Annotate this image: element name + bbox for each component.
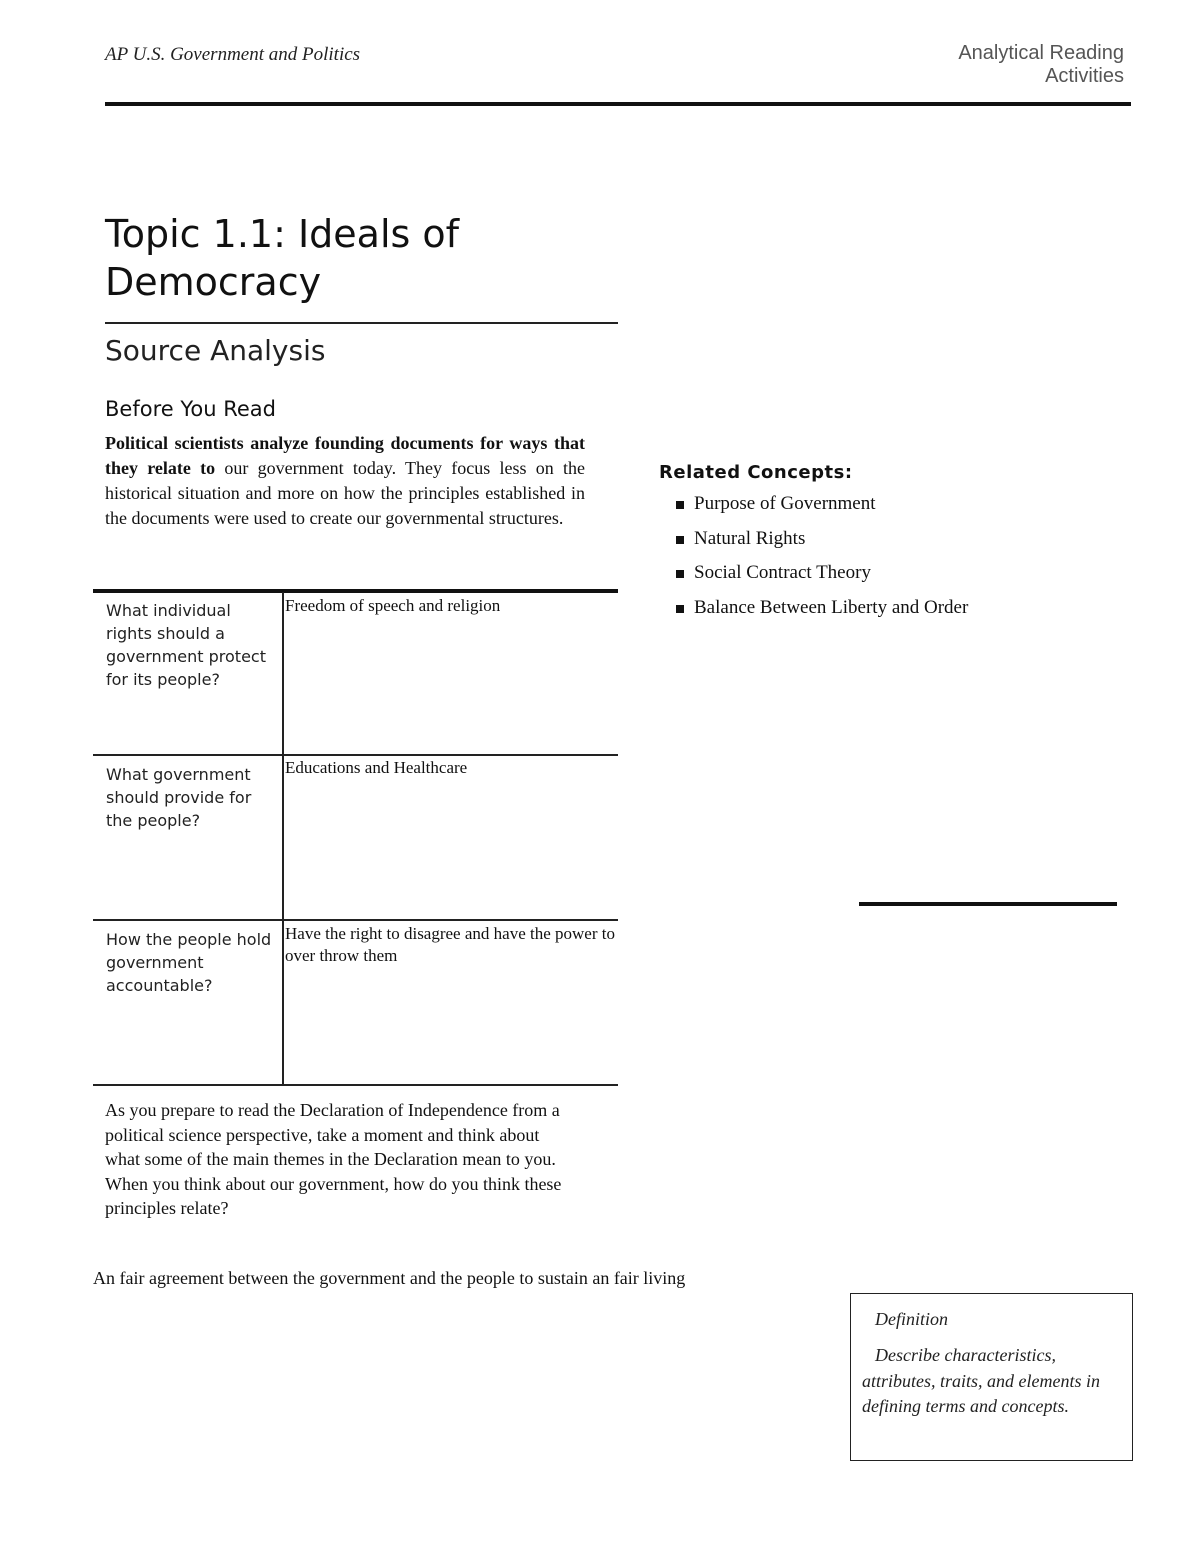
square-bullet-icon	[676, 570, 684, 578]
before-you-read-text	[105, 431, 585, 531]
related-concept-label: Purpose of Government	[694, 493, 876, 514]
square-bullet-icon	[676, 536, 684, 544]
header-divider	[105, 102, 1131, 106]
course-header: AP U.S. Government and Politics	[105, 44, 361, 65]
table-bottom-rule	[93, 1084, 618, 1086]
table-answer-3[interactable]: Have the right to disagree and have the power to over throw them	[285, 924, 615, 965]
related-concept-label: Balance Between Liberty and Order	[694, 597, 969, 619]
table-question-2: What government should provide for the people?	[106, 765, 252, 830]
table-top-rule	[93, 589, 618, 593]
page-title: Topic 1.1: Ideals of Democracy	[105, 212, 460, 304]
square-bullet-icon	[676, 501, 684, 509]
list-item	[676, 561, 968, 596]
related-concepts-list	[676, 492, 968, 631]
before-you-read-bold-lead: Political scientists analyze founding documents for ways that they relate to	[105, 433, 585, 478]
section-subtitle: Source Analysis	[105, 334, 326, 367]
before-you-read-body: our government today. They focus less on the historical situation and more on how the principles established in the documents were used to create our governmental structures.	[105, 458, 585, 528]
table-answer-1[interactable]: Freedom of speech and religion	[285, 596, 501, 615]
before-you-read-heading: Before You Read	[105, 397, 276, 421]
related-concepts-heading: Related Concepts:	[659, 462, 853, 483]
table-question-1: What individual rights should a government protect for its people?	[106, 601, 266, 689]
table-question-3: How the people hold government accountable?	[106, 930, 272, 995]
list-item	[676, 596, 968, 631]
title-divider	[105, 322, 618, 324]
table-answer-2[interactable]: Educations and Healthcare	[285, 758, 468, 777]
square-bullet-icon	[676, 605, 684, 613]
table-row-divider	[93, 919, 618, 921]
related-concept-label: Social Contract Theory	[694, 562, 871, 584]
student-answer[interactable]: An fair agreement between the government and the people to sustain an fair living	[93, 1268, 686, 1288]
table-column-divider	[282, 592, 284, 1086]
sidebar-divider	[859, 902, 1117, 906]
list-item	[676, 527, 968, 562]
list-item	[676, 492, 968, 527]
definition-heading: Definition	[875, 1309, 948, 1329]
table-row-divider	[93, 754, 618, 756]
prepare-prompt: As you prepare to read the Declaration of Independence from a political science perspective, take a moment and think about what some of the main themes in the Declaration mean to you. When you think about our government, how do you think these principles relate?	[105, 1100, 562, 1218]
section-header: Analytical Reading Activities	[958, 42, 1124, 87]
definition-text: Describe characteristics, attributes, traits, and elements in defining terms and concepts.	[862, 1345, 1100, 1416]
related-concept-label: Natural Rights	[694, 527, 806, 549]
